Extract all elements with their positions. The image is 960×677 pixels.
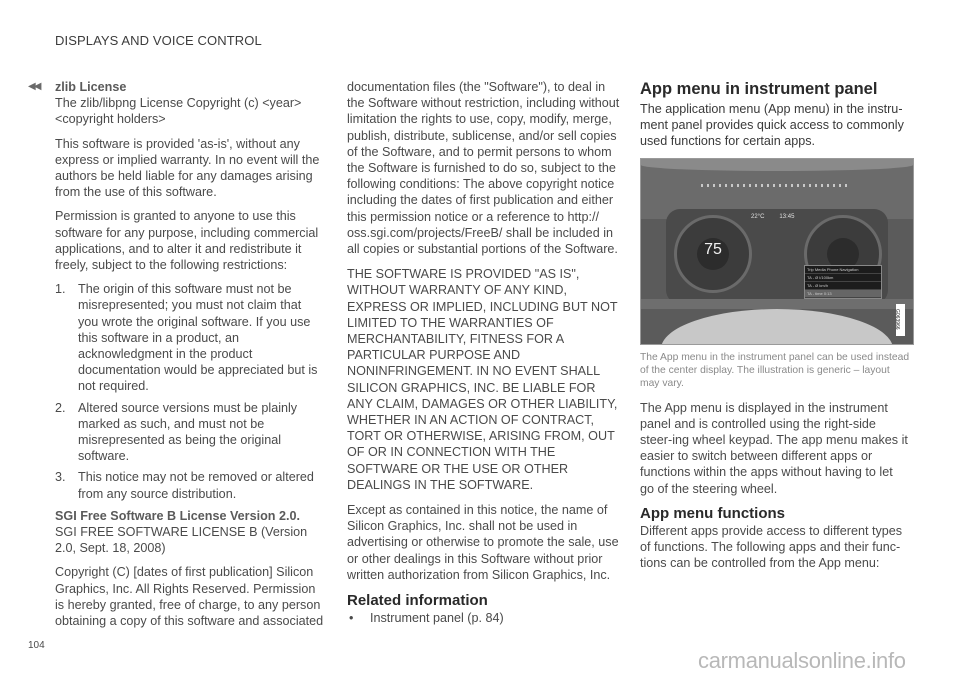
clock-readout: 13:45 — [779, 213, 795, 220]
zlib-paragraph-1: This software is provided 'as-is', without any express or implied warranty. In no event will the authors be held liable for any damages arising from the use of this software. — [55, 136, 320, 200]
bullet-icon: • — [349, 611, 354, 626]
list-number: 3. — [55, 470, 66, 485]
list-text: Altered source versions must be plainly marked as such, and must not be misrepresented as being the original software. — [78, 400, 298, 464]
watermark: carmanualsonline.info — [698, 648, 906, 673]
app-menu-functions-text: Different apps provide access to different types of functions. The following apps and their func-tions can be controlled from the App menu: — [640, 523, 903, 571]
app-menu-functions-title: App menu functions — [640, 504, 785, 522]
led-strip — [701, 184, 851, 187]
restrictions-list — [55, 281, 325, 502]
dashboard-rim — [641, 299, 913, 309]
sgi-disclaimer: THE SOFTWARE IS PROVIDED "AS IS", WITHOUT WARRANTY OF ANY KIND, EXPRESS OR IMPLIED, INCLUDING BUT NOT LIMITED TO THE WARRANTIES OF MERCHANTABILITY, FITNESS FOR A PARTICULAR PURPOSE AND NONINFRINGEMENT. IN NO EVENT SHALL SILICON GRAPHICS, INC. BE LIABLE FOR ANY CLAIM, DAMAGES OR OTHER LIABILITY, WHETHER IN AN ACTION OF CONTRACT, TORT OR OTHERWISE, ARISING FROM, OUT OF OR IN CONNECTION WITH THE SOFTWARE OR THE USE OR OTHER DEALINGS IN THE SOFTWARE. — [347, 267, 618, 492]
app-menu-row-selected: TA - time 0:13 — [805, 290, 881, 298]
sgi-license-title: SGI Free Software B License Version 2.0. — [55, 508, 300, 523]
column-1 — [55, 79, 325, 637]
speedometer-gauge — [674, 215, 752, 293]
page-number: 104 — [28, 640, 45, 651]
instrument-panel-illustration — [640, 158, 914, 345]
dashboard-trim — [641, 159, 913, 171]
previous-page-arrows-icon[interactable]: ◀◀ — [28, 81, 40, 92]
list-text: This notice may not be removed or altered from any source distribution. — [78, 470, 314, 501]
status-bar — [751, 209, 794, 225]
list-number: 1. — [55, 282, 66, 297]
restriction-item — [55, 281, 325, 394]
app-menu-row: TA - Ø km/h — [805, 282, 881, 290]
sgi-paragraph-2: documentation files (the "Software"), to deal in the Software without restriction, including without limitation the rights to use, copy, modify, merge, publish, distribute, sublicense, and/or sell copies of the Software, and to permit persons to whom the Software is furnished to do so, subject to the following conditions: The above copyright notice including the dates of first publication and either this permission notice or a reference to http:// oss.sgi.com/projects/FreeB/ shall be included in all copies or substantial portions of the Software. — [347, 80, 620, 257]
steering-wheel — [661, 309, 893, 345]
figure-id-label: G063966 — [896, 304, 905, 336]
speed-value: 75 — [704, 240, 722, 258]
zlib-copyright-line: The zlib/libpng License Copyright (c) <year> <copyright holders> — [55, 96, 302, 127]
column-3 — [640, 79, 910, 579]
list-text: The origin of this software must not be misrepresented; you must not claim that you wrote the original software. If you use this software in a product, an acknowledgment in the product documentation would be appreciated but is not required. — [78, 282, 318, 394]
zlib-paragraph-2: Permission is granted to anyone to use this software for any purpose, including commercial applications, and to alter it and redistribute it freely, subject to the following restrictions: — [55, 209, 319, 273]
column-2 — [347, 79, 622, 626]
related-information-title: Related information — [347, 592, 488, 610]
restriction-item — [55, 400, 325, 465]
intro-paragraph: The application menu (App menu) in the instru-ment panel provides quick access to commonly used functions for certain apps. — [640, 102, 904, 149]
section-title: App menu in instrument panel — [640, 80, 878, 98]
app-menu-tabs: Trip Media Phone Navigation — [805, 266, 881, 274]
related-links — [347, 610, 622, 626]
sgi-paragraph-3: Except as contained in this notice, the name of Silicon Graphics, Inc. shall not be used in advertising or otherwise to promote the sale, use or other dealings in this Software without prior written authorization from Silicon Graphics, Inc. — [347, 503, 619, 582]
restriction-item — [55, 469, 325, 501]
related-information — [347, 592, 622, 626]
sgi-license-line: SGI FREE SOFTWARE LICENSE B (Version 2.0, Sept. 18, 2008) — [55, 525, 308, 556]
zlib-license-title: zlib License — [55, 80, 127, 94]
related-link-instrument-panel[interactable] — [347, 610, 622, 626]
sgi-paragraph-1: Copyright (C) [dates of first publication] Silicon Graphics, Inc. All Rights Reserved. Permission is hereby granted, free of charge, to any person obtaining a copy of this software and associated — [55, 565, 324, 629]
figure-caption: The App menu in the instrument panel can be used instead of the center display. The illustration is generic – layout may vary. — [640, 351, 910, 389]
list-number: 2. — [55, 400, 66, 415]
link-text[interactable]: Instrument panel (p. 84) — [370, 611, 504, 626]
temperature-readout: 22°C — [751, 213, 765, 220]
app-menu-description: The App menu is displayed in the instrument panel and is controlled using the right-side steer-ing wheel keypad. The app menu makes it easier to switch between different apps or functions within the apps without having to let go of the steering wheel. — [640, 400, 908, 496]
speedometer-center — [697, 238, 729, 270]
page-header: DISPLAYS AND VOICE CONTROL — [55, 33, 262, 48]
app-menu-row: TA - Ø l/100km — [805, 274, 881, 282]
app-menu-overlay — [804, 265, 882, 299]
